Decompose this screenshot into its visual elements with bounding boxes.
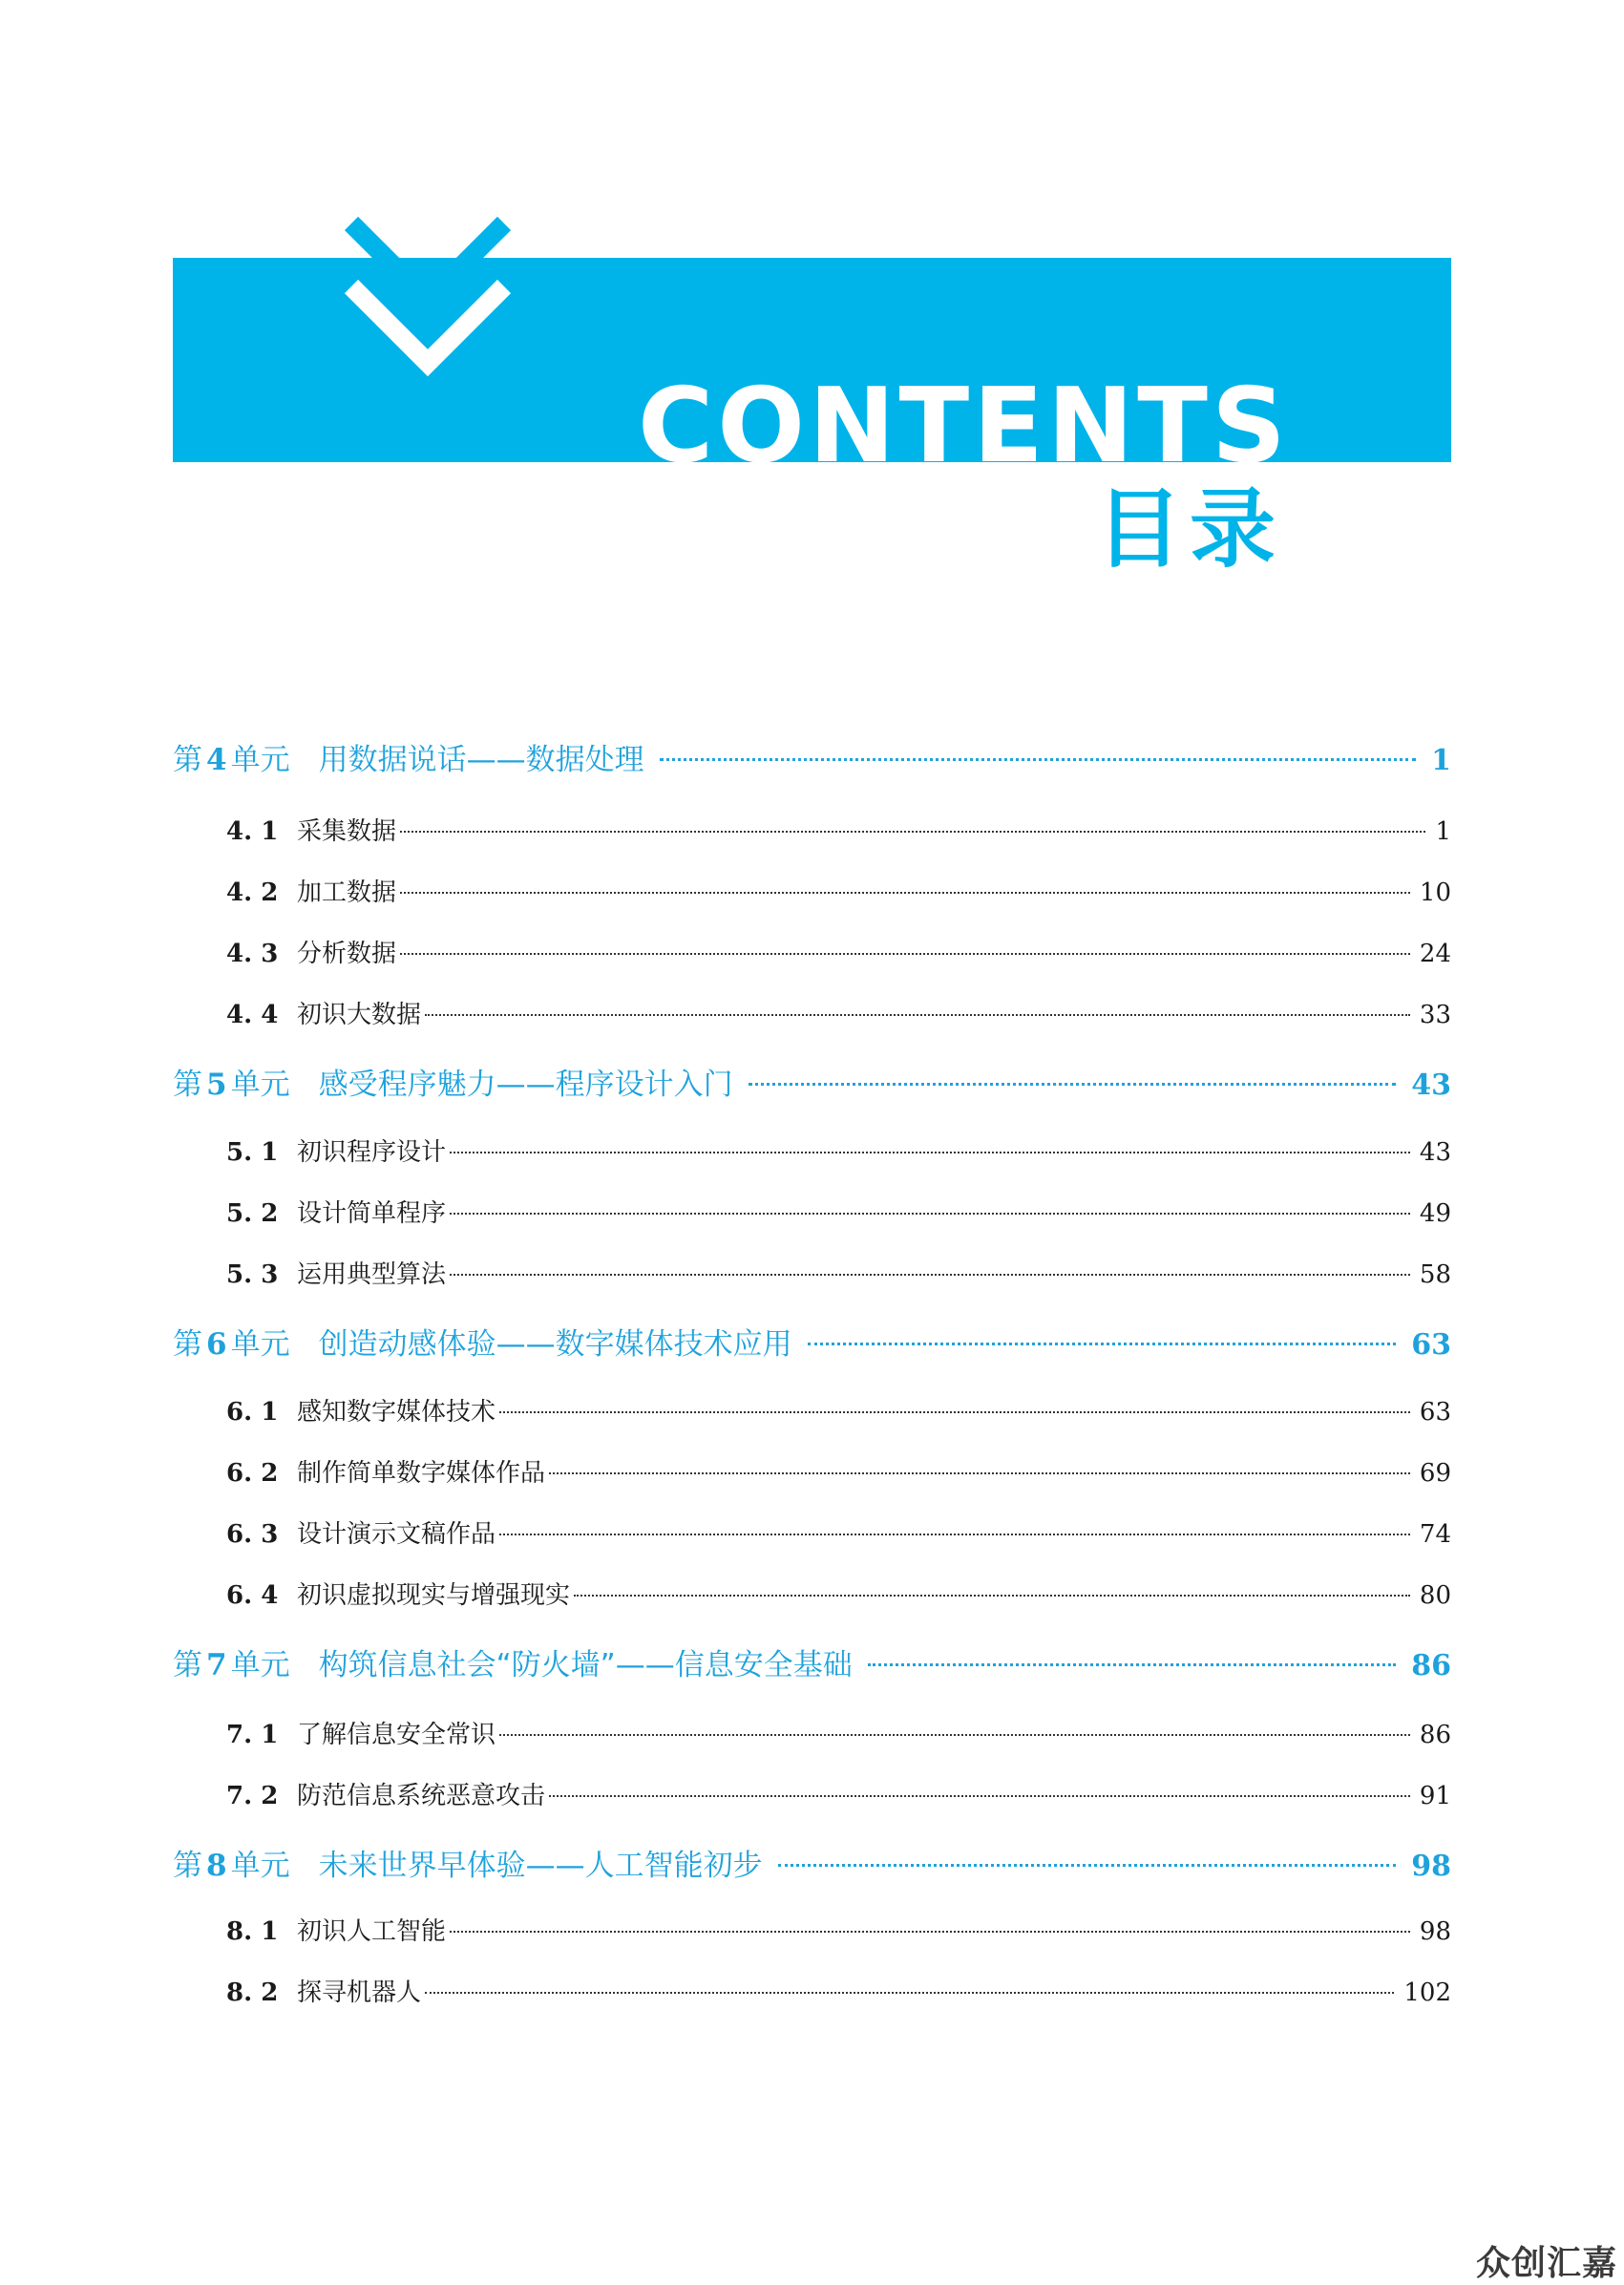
section-number: 4. 4 (226, 1001, 279, 1029)
page-number: 10 (1419, 878, 1451, 907)
dot-leader (400, 831, 1425, 833)
page-number: 98 (1419, 1917, 1451, 1946)
toc-unit-row[interactable] (173, 1060, 1451, 1102)
page-number: 80 (1419, 1581, 1451, 1610)
page-number: 91 (1419, 1782, 1451, 1810)
toc-unit-row[interactable] (173, 1320, 1451, 1362)
page-number: 98 (1411, 1850, 1451, 1883)
page-number: 43 (1411, 1068, 1451, 1102)
page-number: 33 (1419, 1001, 1451, 1029)
dot-leader (778, 1864, 1397, 1867)
dot-leader (450, 1931, 1410, 1933)
section-number: 6. 3 (226, 1520, 279, 1549)
section-title: 设计演示文稿作品 (297, 1520, 496, 1549)
toc-section-row[interactable] (173, 1255, 1451, 1293)
unit-label: 第 5 单元 (173, 1068, 290, 1102)
toc-unit-row[interactable] (173, 1841, 1451, 1883)
section-title: 初识程序设计 (297, 1138, 447, 1167)
page-title: 目录 (1096, 479, 1283, 580)
section-number: 5. 2 (226, 1199, 279, 1228)
section-number: 4. 3 (226, 940, 279, 968)
dot-leader (425, 1014, 1410, 1016)
section-title: 初识大数据 (297, 1001, 422, 1029)
section-number: 5. 3 (226, 1260, 279, 1289)
unit-title: 构筑信息社会“防火墙”——信息安全基础 (318, 1648, 853, 1682)
toc-section-row[interactable] (173, 1715, 1451, 1753)
page-number: 86 (1419, 1721, 1451, 1749)
unit-label: 第 6 单元 (173, 1327, 290, 1362)
page-number: 63 (1411, 1328, 1451, 1362)
toc-section-row[interactable] (173, 1132, 1451, 1171)
dot-leader (574, 1595, 1410, 1597)
watermark: 众创汇嘉 (1476, 2244, 1618, 2283)
toc-unit-row[interactable] (173, 1640, 1451, 1682)
section-title: 感知数字媒体技术 (297, 1398, 496, 1427)
section-title: 初识人工智能 (297, 1917, 447, 1946)
section-title: 采集数据 (297, 817, 397, 846)
section-number: 5. 1 (226, 1138, 279, 1167)
toc-section-row[interactable] (173, 1194, 1451, 1232)
page-number: 86 (1411, 1649, 1451, 1682)
toc-section-row[interactable] (173, 1514, 1451, 1553)
section-title: 防范信息系统恶意攻击 (297, 1782, 546, 1810)
dot-leader (499, 1734, 1410, 1736)
section-number: 6. 1 (226, 1398, 279, 1427)
contents-heading: CONTENTS (638, 367, 1290, 462)
unit-title: 感受程序魅力——程序设计入门 (318, 1068, 733, 1102)
toc-section-row[interactable] (173, 1576, 1451, 1614)
unit-title: 用数据说话——数据处理 (318, 743, 644, 777)
unit-label: 第 7 单元 (173, 1648, 290, 1682)
section-title: 分析数据 (297, 940, 397, 968)
page-number: 24 (1419, 940, 1451, 968)
section-number: 8. 2 (226, 1978, 279, 2007)
toc-section-row[interactable] (173, 1973, 1451, 2011)
section-number: 8. 1 (226, 1917, 279, 1946)
dot-leader (749, 1083, 1397, 1086)
dot-leader (660, 758, 1417, 761)
page-number: 1 (1431, 744, 1451, 777)
section-number: 6. 2 (226, 1459, 279, 1488)
dot-leader (868, 1663, 1397, 1666)
toc-section-row[interactable] (173, 1453, 1451, 1492)
dot-leader (450, 1152, 1410, 1153)
page-number: 43 (1419, 1138, 1451, 1167)
dot-leader (450, 1274, 1410, 1276)
dot-leader (450, 1213, 1410, 1215)
unit-title: 未来世界早体验——人工智能初步 (318, 1849, 763, 1883)
dot-leader (549, 1472, 1410, 1474)
page-number: 58 (1419, 1260, 1451, 1289)
unit-title: 创造动感体验——数字媒体技术应用 (318, 1327, 792, 1362)
dot-leader (499, 1534, 1410, 1535)
toc-section-row[interactable] (173, 1776, 1451, 1814)
section-number: 6. 4 (226, 1581, 279, 1610)
unit-label: 第 4 单元 (173, 743, 290, 777)
dot-leader (400, 953, 1410, 955)
toc-section-row[interactable] (173, 873, 1451, 911)
dot-leader (549, 1795, 1410, 1797)
page-number: 102 (1403, 1978, 1451, 2007)
page-number: 63 (1419, 1398, 1451, 1427)
section-title: 设计简单程序 (297, 1199, 447, 1228)
dot-leader (425, 1992, 1394, 1994)
page-number: 49 (1419, 1199, 1451, 1228)
section-title: 初识虚拟现实与增强现实 (297, 1581, 571, 1610)
section-title: 探寻机器人 (297, 1978, 422, 2007)
toc-section-row[interactable] (173, 812, 1451, 850)
dot-leader (400, 892, 1410, 894)
section-number: 7. 2 (226, 1782, 279, 1810)
toc-section-row[interactable] (173, 934, 1451, 972)
section-title: 制作简单数字媒体作品 (297, 1459, 546, 1488)
unit-label: 第 8 单元 (173, 1849, 290, 1883)
toc-section-row[interactable] (173, 1392, 1451, 1430)
section-number: 7. 1 (226, 1721, 279, 1749)
dot-leader (808, 1343, 1397, 1345)
dot-leader (499, 1411, 1410, 1413)
page-number: 69 (1419, 1459, 1451, 1488)
page-number: 1 (1435, 817, 1451, 846)
section-title: 运用典型算法 (297, 1260, 447, 1289)
section-number: 4. 2 (226, 878, 279, 907)
section-title: 了解信息安全常识 (297, 1721, 496, 1749)
toc-section-row[interactable] (173, 995, 1451, 1033)
toc-unit-row[interactable] (173, 735, 1451, 777)
page-number: 74 (1419, 1520, 1451, 1549)
section-title: 加工数据 (297, 878, 397, 907)
toc-section-row[interactable] (173, 1912, 1451, 1950)
section-number: 4. 1 (226, 817, 279, 846)
double-chevron-down-icon (342, 212, 514, 384)
